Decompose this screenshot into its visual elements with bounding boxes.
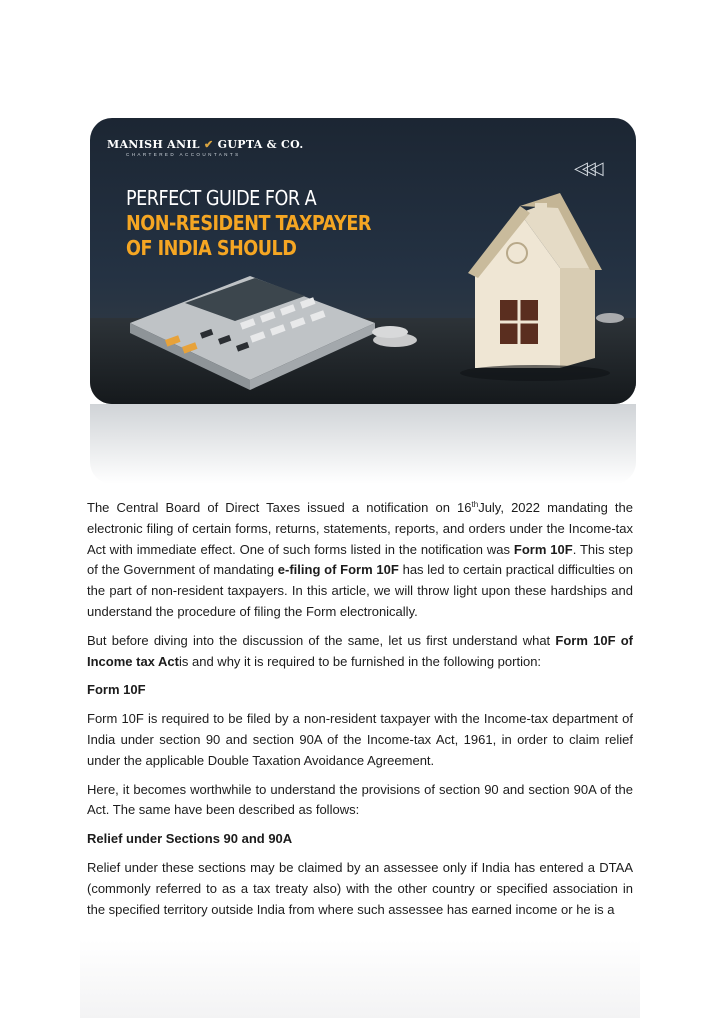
text-span: The Central Board of Direct Taxes issued a notification on 16 [87,500,472,515]
heading-relief-sections [87,829,633,850]
paragraph-intro [87,498,633,623]
paragraph-relief: Relief under these sections may be claimed by an assessee only if India has entered a DTAA (commonly referred to as a tax treaty also) with the other country or specified association in the specified territory outside India from where such assessee has earned income or he is a [87,859,633,917]
banner-illustration [90,118,636,404]
superscript: th [471,500,479,509]
text-span: has led to certain practical difficulties on the part of non-resident taxpayers. In this article, we will throw light upon these hardships and understand the procedure of filing the Form electronically. [87,562,633,619]
text-span: . This step of the Government of mandating [87,541,634,578]
bold-text: Form 10F of Income tax Act [87,632,634,669]
company-logo [107,138,303,151]
triple-left-chevron-icon: ◁◁◁ [574,158,598,178]
logo-text-part2: GUPTA & CO. [217,138,304,151]
heading-text: Form 10F [87,682,146,698]
paragraph-provisions: Here, it becomes worthwhile to understand the provisions of section 90 and section 90A of the Act. The same have been described as follows: [87,781,633,818]
heading-form-10f [87,680,633,701]
banner-title-line2: NON-RESIDENT TAXPAYER [126,211,371,235]
heading-text: Relief under Sections 90 and 90A [87,831,293,847]
text-span: is and why it is required to be furnished in the following portion: [179,653,542,669]
logo-text-part1: MANISH ANIL [107,138,200,151]
page-bottom-fade [80,940,640,1018]
banner-title-line3: OF INDIA SHOULD [126,236,297,260]
hero-banner-image [90,118,636,404]
banner-reflection [90,404,636,484]
paragraph-before-diving [87,631,633,673]
bold-text: e-filing of Form 10F [277,562,399,578]
paragraph-form-10f: Form 10F is required to be filed by a non-resident taxpayer with the Income-tax department of India under section 90 and section 90A of the Income-tax Act, 1961, in order to claim relief under the applicable Double Taxation Avoidance Agreement. [87,711,633,768]
logo-check-icon: ✔ [204,138,214,151]
text-span: July, 2022 mandating the electronic filing of certain forms, returns, statements, reports, and orders under the Income-tax Act with immediate effect. One of such forms listed in the notification was [87,500,633,557]
banner-title-line1: PERFECT GUIDE FOR A [126,186,317,210]
logo-subtitle: CHARTERED ACCOUNTANTS [126,152,241,157]
article-body [87,498,633,928]
bold-text: Form 10F [513,541,573,557]
text-span: But before diving into the discussion of the same, let us first understand what [87,632,556,648]
banner-title [126,186,371,261]
